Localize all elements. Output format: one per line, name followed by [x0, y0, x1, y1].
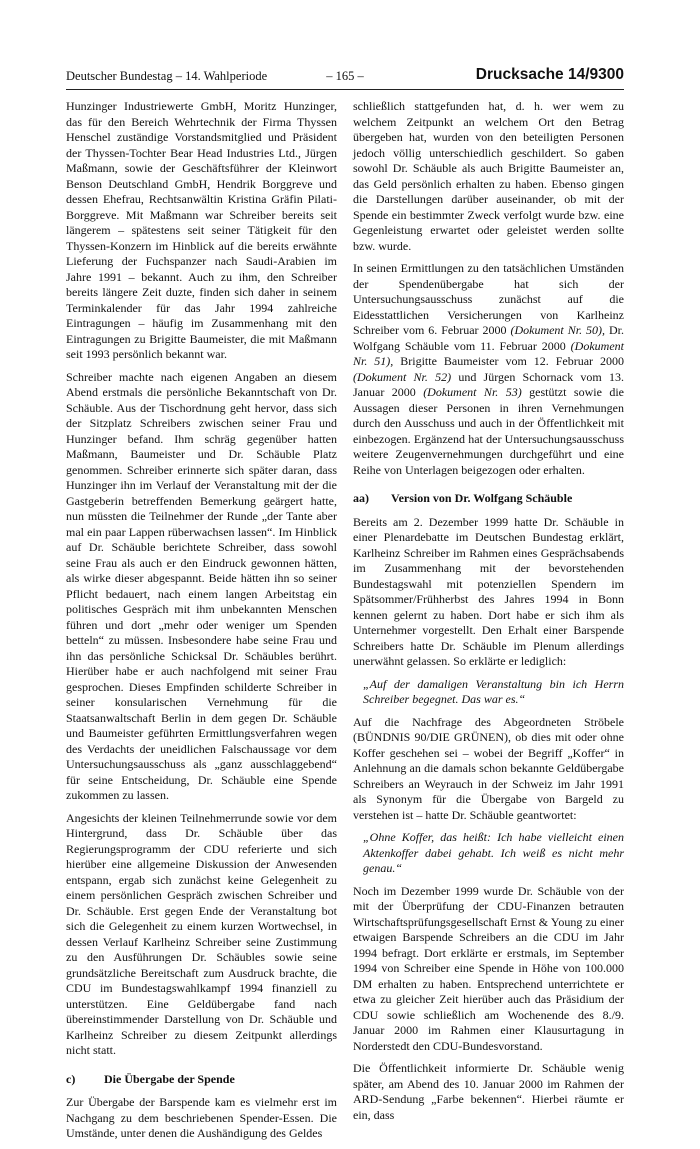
section-number: c) — [66, 1071, 76, 1086]
document-reference: (Dokument Nr. 52) — [353, 369, 452, 384]
paragraph: Noch im Dezember 1999 wurde Dr. Schäuble von der mit der Überprüfung der CDU-Finanzen betrauten Wirtschaftsprüfungsgesellschaft Ernst & Young zu einer etwaigen Barspende Schreibers an die CDU im Jahr 1994 befragt. Dort erklärte er erstmals, im September 1994 von Schreiber eine Spende in Höhe von 100.000 DM erhalten zu haben. Entsprechend unterrichtete er etwa zu gleicher Zeit hierüber auch das Präsidium der CDU sowie schließlich am Wochenende des 8./9. Januar 2000 im Rahmen einer Klausurtagung in Norderstedt den CDU-Bundesvorstand. — [353, 883, 624, 1053]
text-run: Brigitte Baumeister vom 12. Februar 2000 — [393, 354, 624, 368]
right-column — [353, 99, 624, 1130]
paragraph: Auf die Nachfrage des Abgeordneten Ströbele (BÜNDNIS 90/DIE GRÜNEN), ob dies mit oder ohne Koffer geschehen sei – wobei der Begriff „Koffer“ in Anlehnung an die damals schon bekannte Geldübergabe Schreibers an Weyrauch in der Schweiz im Jahr 1991 als Synonym für die Übergabe von Bargeld zu verstehen ist – hatte Dr. Schäuble geantwortet: — [353, 714, 624, 822]
left-column — [66, 99, 337, 1149]
document-reference: (Dokument Nr. 50), — [510, 323, 606, 337]
document-reference: (Dokument Nr. 51), — [353, 338, 624, 368]
text-run: Dr. Wolfgang Schäuble vom 11. Februar 2000 — [353, 323, 625, 353]
section-title: Die Übergabe der Spende — [104, 1071, 235, 1086]
text-run: In seinen Ermittlungen zu den tatsächlichen Umständen der Spendenübergabe hat sich der Untersuchungsausschuss zunächst auf die Eidesstattlichen Versicherungen von Karlheinz Schreiber vom 6. Februar 2000 — [353, 261, 624, 337]
paragraph: Zur Übergabe der Barspende kam es vielmehr erst im Nachgang zu dem beschriebenen Spender-Essen. Die Umstände, unter denen die Aushändigung des Geldes — [66, 1095, 337, 1140]
document-reference: (Dokument Nr. 53) — [423, 385, 522, 399]
section-heading — [353, 491, 624, 507]
quote: „Auf der damaligen Veranstaltung bin ich Herrn Schreiber begegnet. Das war es.“ — [363, 676, 624, 706]
paragraph: Schreiber machte nach eigenen Angaben an diesem Abend erstmals die persönliche Bekanntschaft von Dr. Schäuble. Aus der Tischordnung geht hervor, dass sich der Sitzplatz Schreibers zwischen seiner Frau und Hunzinger befand. Ihm schräg gegenüber hatten Maßmann, Baumeister und Dr. Schäuble Platz genommen. Schreiber erinnerte sich später daran, dass Hunzinger ihn im Verlauf der Veranstaltung mit der die Gastgeberin betreffenden Bemerkung geärgert hatte, nun müssten die Teilnehmer der Runde „der Tante aber mal ein paar Lappen rüberwachsen lassen“. Im Hinblick auf Dr. Schäuble berichtete Schreiber, dass sowohl seine Frau als auch er den Eindruck gewonnen hätten, als wirke dieser abgespannt. Beide hätten ihn so seiner Pflicht bedauert, nach einem langen Arbeitstag ein politisches Gespräch mit ihm unbekannten Menschen führen und dort „mehr oder weniger um Spenden betteln“ zu müssen. Insbesondere habe seine Frau und ihn das persönliche Schicksal Dr. Schäubles berührt. Hierüber habe er auch nachfolgend mit seiner Frau gesprochen. Dieses Empfinden schilderte Schreiber in seiner konsularischen Vernehmung für die Staatsanwaltschaft Berlin in dem gegen Dr. Schäuble und Baumeister geführten Ermittlungsverfahren wegen des Verdachts der uneidlichen Falschaussage vor dem Untersuchungsausschuss als „ganz ausschlaggebend“ für seine Entscheidung, Dr. Schäuble eine Spende zukommen zu lassen. — [66, 369, 337, 802]
header-periodical: Deutscher Bundestag – 14. Wahlperiode — [66, 69, 268, 83]
paragraph — [353, 261, 624, 478]
section-number: aa) — [353, 491, 369, 505]
text-run: gestützt sowie die Aussagen dieser Personen in ihren Vernehmungen durch den Ausschuss und auch in der Öffentlichkeit mit einbezogen. Ergänzend hat der Untersuchungsausschuss weitere Zeugenvernehmungen durchgeführt und eine Reihe von Unterlagen beigezogen oder erhalten. — [353, 385, 624, 477]
paragraph: Hunzinger Industriewerte GmbH, Moritz Hunzinger, das für den Bereich Wehrtechnik der Firma Thyssen Henschel zuständige Vorstandsmitglied und Präsident der Thyssen-Tochter Bear Head Industries Ltd., Jürgen Maßmann, sowie der Geschäftsführer der Kleinwort Benson Deutschland GmbH, Hendrik Borggreve und dessen Ehefrau, Rechtsanwältin Kristina Gräfin Pilati-Borggreve. Mit Maßmann war Schreiber bereits seit längerem – spätestens seit seiner Tätigkeit für den Thyssen-Konzern im Hinblick auf die bereits erwähnte Lieferung der Fuchspanzer nach Saudi-Arabien im Jahre 1991 – bekannt. Auch zu ihm, den Schreiber bereits längere Zeit duzte, finden sich daher in seinem Terminkalender für das Jahr 1994 zahlreiche Eintragungen – häufig im Zusammenhang mit den Eintragungen zu Brigitte Baumeister, die mit Maßmann seit 1993 persönlich bekannt war. — [66, 99, 337, 361]
page-number: – 165 – — [326, 69, 364, 83]
document-number: Drucksache 14/9300 — [475, 66, 624, 83]
text-run: und Jürgen Schornack vom 13. Januar 2000 — [353, 369, 624, 399]
paragraph: Die Öffentlichkeit informierte Dr. Schäuble wenig später, am Abend des 10. Januar 2000 im Rahmen der ARD-Sendung „Farbe bekennen“. Hierbei räumte er ein, dass — [353, 1061, 624, 1122]
section-heading — [66, 1072, 337, 1088]
section-title: Version von Dr. Wolfgang Schäuble — [391, 491, 573, 505]
page-header — [66, 67, 624, 90]
quote: „Ohne Koffer, das heißt: Ich habe vielleicht einen Aktenkoffer dabei gehabt. Ich weiß es nicht mehr genau.“ — [363, 830, 624, 875]
paragraph: Bereits am 2. Dezember 1999 hatte Dr. Schäuble in einer Plenardebatte im Deutschen Bundestag erklärt, Karlheinz Schreiber im Rahmen eines Gesprächsabends im Zusammenhang mit der bevorstehenden Bundestagswahl mit potenziellen Spendern im Spätsommer/Frühherbst des Jahres 1994 in Bonn kennen gelernt zu haben. Dort habe er sich ihm als Unternehmer vorgestellt. Den Erhalt einer Barspende Schreibers hatte Dr. Schäuble im Plenum allerdings unerwähnt gelassen. So erklärte er lediglich: — [353, 514, 624, 668]
paragraph: Angesichts der kleinen Teilnehmerrunde sowie vor dem Hintergrund, dass Dr. Schäuble über das Regierungsprogramm der CDU referierte und sich hierüber eine allgemeine Diskussion der Anwesenden entspann, ergab sich zunächst keine Gelegenheit zu einem persönlichen Gespräch zwischen Schreiber und Dr. Schäuble. Erst gegen Ende der Veranstaltung bot sich die Gelegenheit zu einem kurzen Wortwechsel, in dessen Verlauf Karlheinz Schreiber seine Zustimmung zu den Ausführungen Dr. Schäubles sowie seine grundsätzliche Bereitschaft zum Ausdruck brachte, die CDU im Bundestagswahlkampf 1994 finanziell zu unterstützen. Eine Geldübergabe fand nach übereinstimmender Darstellung von Dr. Schäuble und Karlheinz Schreiber zu diesem Zeitpunkt allerdings nicht statt. — [66, 810, 337, 1057]
paragraph: schließlich stattgefunden hat, d. h. wer wem zu welchem Zeitpunkt an welchem Ort den Betrag übergeben hat, wurden von den beteiligten Personen jedoch völlig unterschiedlich geschildert. So gaben sowohl Dr. Schäuble als auch Brigitte Baumeister an, das Geld persönlich erhalten zu haben. Ebenso gingen die Darstellungen darüber auseinander, ob mit der Spende ein bestimmter Zweck verfolgt wurde bzw. eine Gegenleistung erwartet oder geleistet werden sollte bzw. wurde. — [353, 99, 624, 253]
